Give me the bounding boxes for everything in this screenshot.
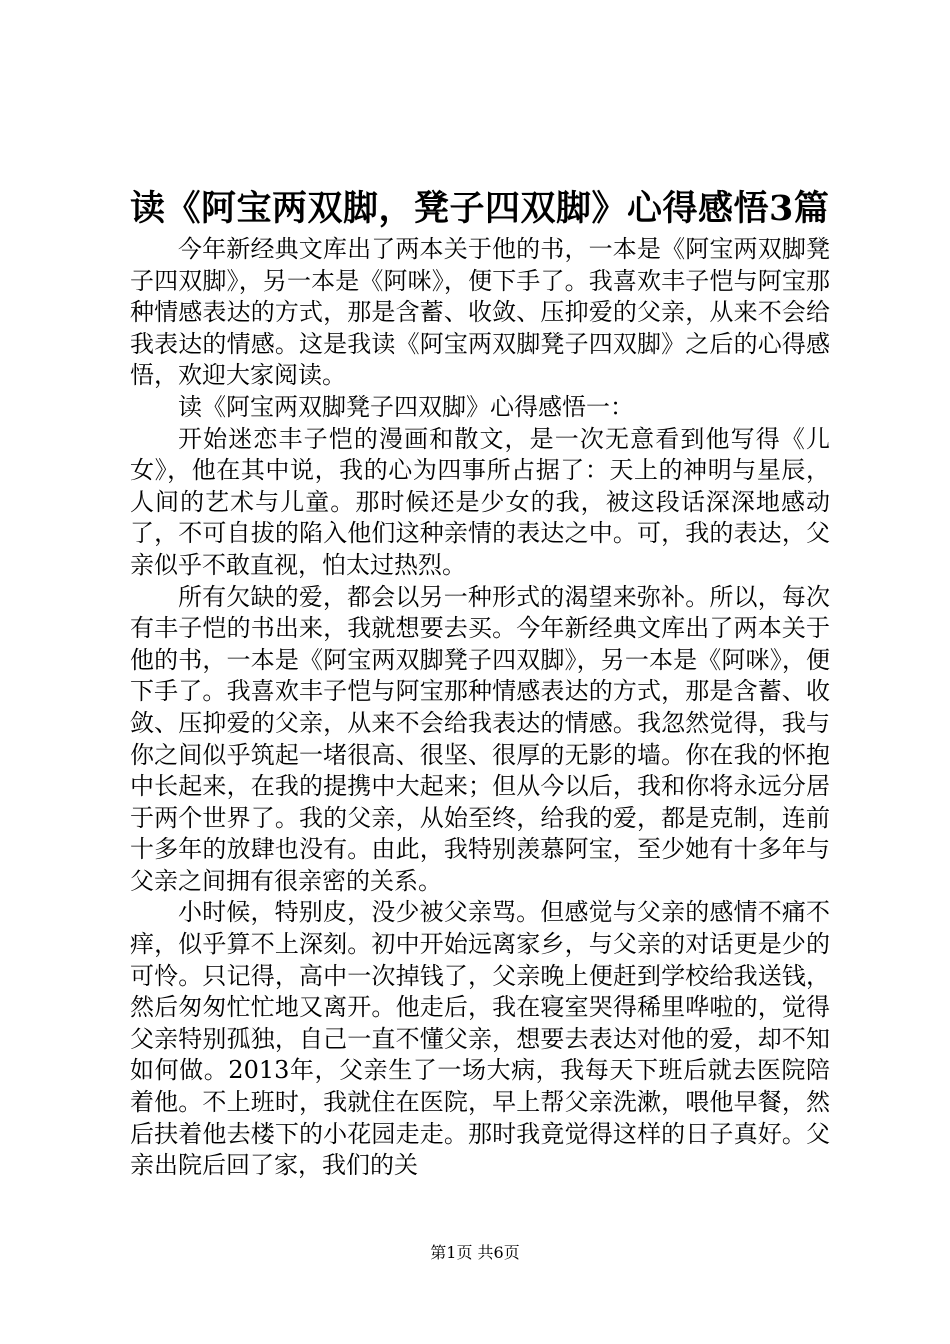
document-title: 读《阿宝两双脚，凳子四双脚》心得感悟3篇 (130, 188, 830, 229)
body-paragraph: 所有欠缺的爱，都会以另一种形式的渴望来弥补。所以，每次有丰子恺的书出来，我就想要去买。今年新经典文库出了两本关于他的书，一本是《阿宝两双脚凳子四双脚》，另一本是《阿咪》，便下手了。我喜欢丰子恺与阿宝那种情感表达的方式，那是含蓄、收敛、压抑爱的父亲，从来不会给我表达的情感。我忽然觉得，我与你之间似乎筑起一堵很高、很坚、很厚的无影的墙。你在我的怀抱中长起来，在我的提携中大起来；但从今以后，我和你将永远分居于两个世界了。我的父亲，从始至终，给我的爱，都是克制，连前十多年的放肆也没有。由此，我特别羡慕阿宝，至少她有十多年与父亲之间拥有很亲密的关系。 (130, 582, 830, 895)
body-paragraph: 小时候，特别皮，没少被父亲骂。但感觉与父亲的感情不痛不痒，似乎算不上深刻。初中开始远离家乡，与父亲的对话更是少的可怜。只记得，高中一次掉钱了，父亲晚上便赶到学校给我送钱，然后匆匆忙忙地又离开。他走后，我在寝室哭得稀里哗啦的，觉得父亲特别孤独，自己一直不懂父亲，想要去表达对他的爱，却不知如何做。2013年，父亲生了一场大病，我每天下班后就去医院陪着他。不上班时，我就住在医院，早上帮父亲洗漱，喂他早餐，然后扶着他去楼下的小花园走走。那时我竟觉得这样的日子真好。父亲出院后回了家，我们的关 (130, 898, 830, 1180)
document-body (130, 234, 830, 1182)
intro-paragraph: 今年新经典文库出了两本关于他的书，一本是《阿宝两双脚凳子四双脚》，另一本是《阿咪》，便下手了。我喜欢丰子恺与阿宝那种情感表达的方式，那是含蓄、收敛、压抑爱的父亲，从来不会给我表达的情感。这是我读《阿宝两双脚凳子四双脚》之后的心得感悟，欢迎大家阅读。 (130, 235, 830, 390)
page-number-footer: 第1页 共6页 (430, 1243, 520, 1262)
body-paragraph: 开始迷恋丰子恺的漫画和散文，是一次无意看到他写得《儿女》，他在其中说，我的心为四事所占据了：天上的神明与星辰，人间的艺术与儿童。那时候还是少女的我，被这段话深深地感动了，不可自拔的陷入他们这种亲情的表达之中。可，我的表达，父亲似乎不敢直视，怕太过热烈。 (130, 424, 830, 579)
section-heading: 读《阿宝两双脚凳子四双脚》心得感悟一： (178, 392, 634, 421)
